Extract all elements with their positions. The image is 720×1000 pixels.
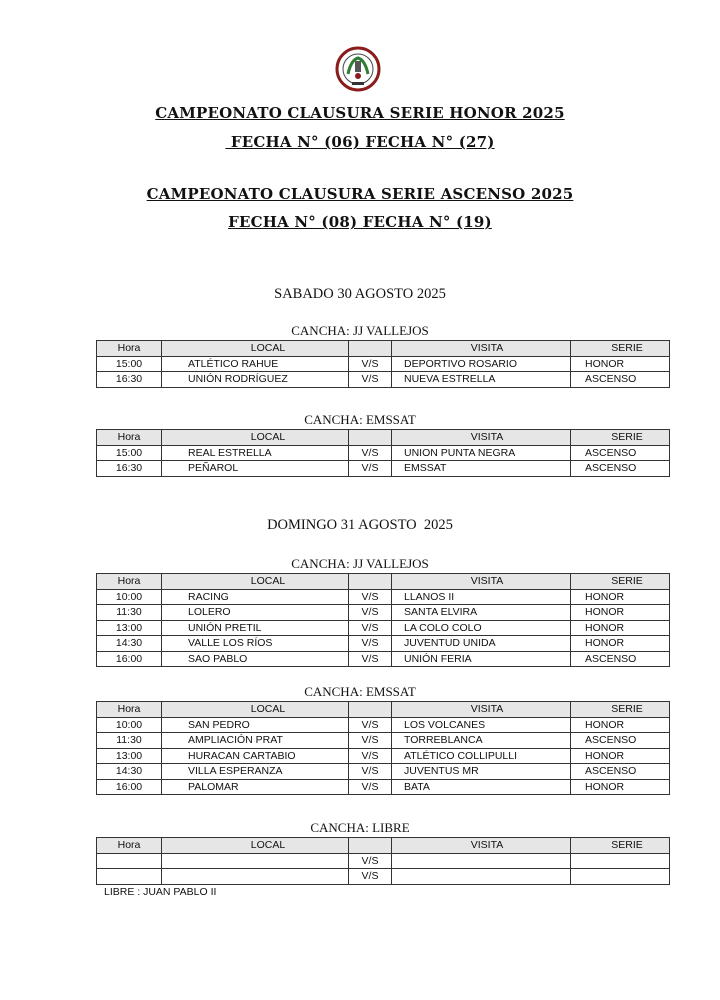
- table-header-row: [97, 702, 670, 718]
- cell-vs: V/S: [349, 651, 392, 667]
- column-header-vs: [349, 838, 392, 854]
- cell-serie: HONOR: [571, 636, 670, 652]
- cell-local: HURACAN CARTABIO: [162, 748, 349, 764]
- column-header-visita: VISITA: [392, 430, 571, 446]
- column-header-serie: SERIE: [571, 702, 670, 718]
- cell-visita: TORREBLANCA: [392, 733, 571, 749]
- cell-visita: [392, 853, 571, 869]
- column-header-vs: [349, 341, 392, 357]
- cell-visita: UNIÓN FERIA: [392, 651, 571, 667]
- cell-visita: JUVENTUD UNIDA: [392, 636, 571, 652]
- column-header-local: LOCAL: [162, 574, 349, 590]
- column-header-serie: SERIE: [571, 838, 670, 854]
- cell-hora: 16:30: [97, 372, 162, 388]
- cell-hora: 16:30: [97, 461, 162, 477]
- column-header-vs: [349, 574, 392, 590]
- cell-visita: EMSSAT: [392, 461, 571, 477]
- cell-local: REAL ESTRELLA: [162, 445, 349, 461]
- column-header-visita: VISITA: [392, 838, 571, 854]
- cell-local: SAN PEDRO: [162, 717, 349, 733]
- column-header-hora: Hora: [97, 574, 162, 590]
- cell-hora: 11:30: [97, 733, 162, 749]
- association-crest-icon: [333, 46, 383, 92]
- column-header-local: LOCAL: [162, 838, 349, 854]
- cancha-label: CANCHA: JJ VALLEJOS: [291, 556, 429, 571]
- cell-vs: V/S: [349, 853, 392, 869]
- cell-hora: [97, 853, 162, 869]
- cell-serie: HONOR: [571, 748, 670, 764]
- cell-vs: V/S: [349, 372, 392, 388]
- heading-ascenso-title: CAMPEONATO CLAUSURA SERIE ASCENSO 2025: [146, 185, 574, 203]
- cell-hora: 14:30: [97, 764, 162, 780]
- cell-hora: 13:00: [97, 748, 162, 764]
- cell-visita: NUEVA ESTRELLA: [392, 372, 571, 388]
- table-row: [97, 445, 670, 461]
- cell-serie: ASCENSO: [571, 461, 670, 477]
- cell-serie: HONOR: [571, 356, 670, 372]
- table-row: [97, 651, 670, 667]
- cell-vs: V/S: [349, 779, 392, 795]
- cell-local: PALOMAR: [162, 779, 349, 795]
- cell-serie: ASCENSO: [571, 372, 670, 388]
- fixture-table: [96, 340, 670, 388]
- cell-hora: 15:00: [97, 445, 162, 461]
- table-row: [97, 853, 670, 869]
- cell-hora: 15:00: [97, 356, 162, 372]
- heading-ascenso-fecha: FECHA N° (08) FECHA N° (19): [228, 213, 492, 231]
- cell-serie: HONOR: [571, 589, 670, 605]
- cell-hora: 13:00: [97, 620, 162, 636]
- day-heading-saturday: SABADO 30 AGOSTO 2025: [274, 286, 446, 302]
- column-header-serie: SERIE: [571, 574, 670, 590]
- cell-vs: V/S: [349, 869, 392, 885]
- table-row: [97, 461, 670, 477]
- table-row: [97, 356, 670, 372]
- column-header-visita: VISITA: [392, 574, 571, 590]
- cancha-label: CANCHA: JJ VALLEJOS: [291, 323, 429, 338]
- cell-vs: V/S: [349, 620, 392, 636]
- cell-hora: 16:00: [97, 779, 162, 795]
- cell-vs: V/S: [349, 764, 392, 780]
- cell-vs: V/S: [349, 717, 392, 733]
- cell-serie: ASCENSO: [571, 445, 670, 461]
- cell-local: SAO PABLO: [162, 651, 349, 667]
- cell-local: VILLA ESPERANZA: [162, 764, 349, 780]
- cell-local: ATLÉTICO RAHUE: [162, 356, 349, 372]
- column-header-hora: Hora: [97, 341, 162, 357]
- cell-hora: 16:00: [97, 651, 162, 667]
- cell-serie: ASCENSO: [571, 733, 670, 749]
- cell-visita: SANTA ELVIRA: [392, 605, 571, 621]
- cell-hora: 10:00: [97, 717, 162, 733]
- table-header-row: [97, 430, 670, 446]
- cell-vs: V/S: [349, 356, 392, 372]
- cell-serie: ASCENSO: [571, 651, 670, 667]
- cell-local: AMPLIACIÓN PRAT: [162, 733, 349, 749]
- cell-hora: 11:30: [97, 605, 162, 621]
- table-row: [97, 764, 670, 780]
- column-header-vs: [349, 430, 392, 446]
- column-header-vs: [349, 702, 392, 718]
- column-header-local: LOCAL: [162, 430, 349, 446]
- table-row: [97, 636, 670, 652]
- table-header-row: [97, 574, 670, 590]
- cell-serie: [571, 853, 670, 869]
- heading-honor-fecha: FECHA N° (06) FECHA N° (27): [225, 133, 495, 151]
- table-header-row: [97, 838, 670, 854]
- cell-visita: BATA: [392, 779, 571, 795]
- table-row: [97, 717, 670, 733]
- cell-local: VALLE LOS RÍOS: [162, 636, 349, 652]
- cell-serie: HONOR: [571, 605, 670, 621]
- fixture-table: [96, 573, 670, 667]
- cell-serie: HONOR: [571, 779, 670, 795]
- cell-hora: 10:00: [97, 589, 162, 605]
- table-row: [97, 869, 670, 885]
- cell-vs: V/S: [349, 445, 392, 461]
- cell-local: UNIÓN RODRÍGUEZ: [162, 372, 349, 388]
- column-header-visita: VISITA: [392, 341, 571, 357]
- cancha-label: CANCHA: LIBRE: [310, 820, 410, 835]
- table-header-row: [97, 341, 670, 357]
- cell-vs: V/S: [349, 733, 392, 749]
- cell-local: RACING: [162, 589, 349, 605]
- column-header-hora: Hora: [97, 430, 162, 446]
- cell-serie: ASCENSO: [571, 764, 670, 780]
- column-header-hora: Hora: [97, 838, 162, 854]
- cell-serie: [571, 869, 670, 885]
- cell-hora: 14:30: [97, 636, 162, 652]
- cell-vs: V/S: [349, 461, 392, 477]
- column-header-serie: SERIE: [571, 430, 670, 446]
- column-header-serie: SERIE: [571, 341, 670, 357]
- column-header-local: LOCAL: [162, 341, 349, 357]
- cell-hora: [97, 869, 162, 885]
- cell-visita: DEPORTIVO ROSARIO: [392, 356, 571, 372]
- cell-vs: V/S: [349, 589, 392, 605]
- table-row: [97, 733, 670, 749]
- cell-local: PEÑAROL: [162, 461, 349, 477]
- table-row: [97, 372, 670, 388]
- fixture-table: [96, 837, 670, 885]
- cell-visita: LOS VOLCANES: [392, 717, 571, 733]
- cell-vs: V/S: [349, 636, 392, 652]
- table-row: [97, 605, 670, 621]
- fixture-table: [96, 429, 670, 477]
- table-row: [97, 748, 670, 764]
- table-row: [97, 589, 670, 605]
- cell-visita: ATLÉTICO COLLIPULLI: [392, 748, 571, 764]
- cell-visita: JUVENTUS MR: [392, 764, 571, 780]
- column-header-hora: Hora: [97, 702, 162, 718]
- fixture-table: [96, 701, 670, 795]
- cell-local: LOLERO: [162, 605, 349, 621]
- cell-local: [162, 853, 349, 869]
- table-row: [97, 620, 670, 636]
- cell-serie: HONOR: [571, 717, 670, 733]
- cancha-label: CANCHA: EMSSAT: [304, 684, 416, 699]
- libre-note: LIBRE : JUAN PABLO II: [104, 886, 217, 898]
- cell-local: UNIÓN PRETIL: [162, 620, 349, 636]
- heading-honor-title: CAMPEONATO CLAUSURA SERIE HONOR 2025: [155, 104, 565, 122]
- column-header-local: LOCAL: [162, 702, 349, 718]
- cell-serie: HONOR: [571, 620, 670, 636]
- cell-visita: LA COLO COLO: [392, 620, 571, 636]
- cell-visita: [392, 869, 571, 885]
- cell-local: [162, 869, 349, 885]
- cell-vs: V/S: [349, 748, 392, 764]
- cell-vs: V/S: [349, 605, 392, 621]
- day-heading-sunday: DOMINGO 31 AGOSTO 2025: [267, 517, 453, 533]
- cell-visita: UNION PUNTA NEGRA: [392, 445, 571, 461]
- column-header-visita: VISITA: [392, 702, 571, 718]
- table-row: [97, 779, 670, 795]
- cell-visita: LLANOS II: [392, 589, 571, 605]
- cancha-label: CANCHA: EMSSAT: [304, 412, 416, 427]
